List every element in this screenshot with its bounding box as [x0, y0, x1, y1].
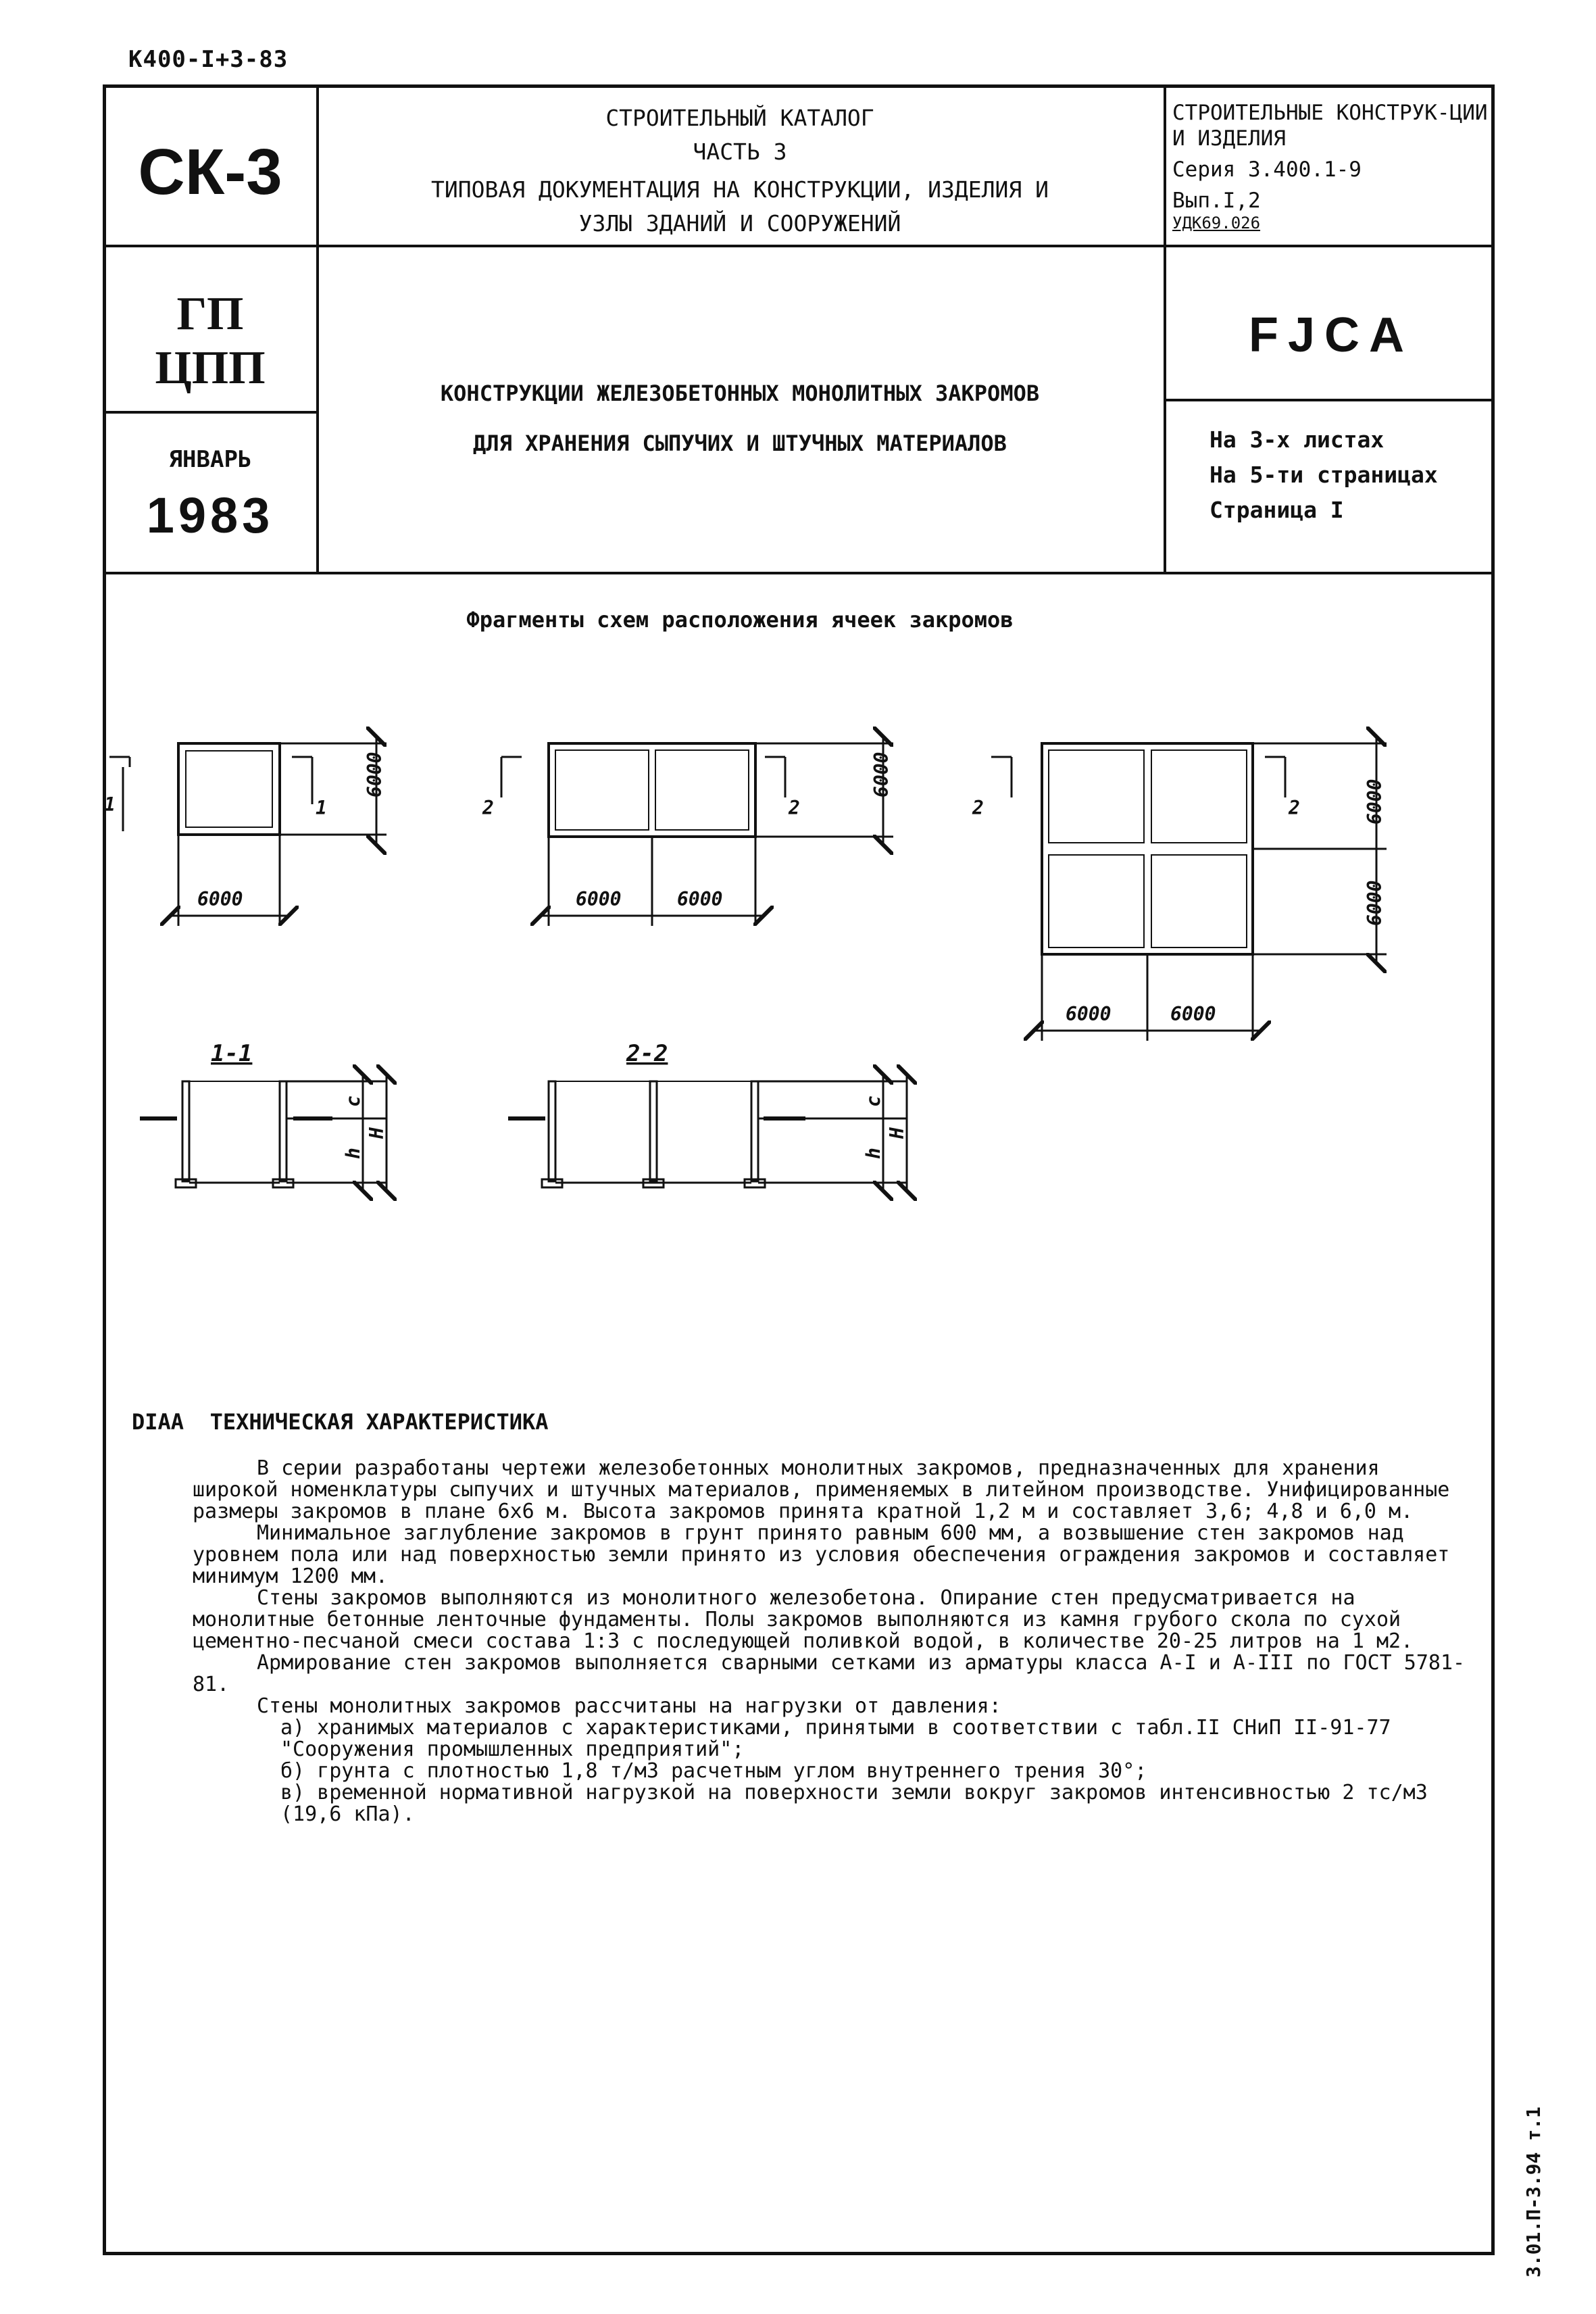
pages-count: На 5-ти страницах — [1210, 462, 1438, 488]
section-1-1 — [140, 1075, 386, 1191]
bin-layout-drawings — [103, 642, 1495, 1250]
paragraph: Стены закромов выполняются из монолитного железобетона. Опирание стен предусматривается на монолитные бетонные ленточные фундаменты. Полы закромов выполняются из камня грубого скола по сухой цементно-песчаной смеси состава 1:3 с последующей поливкой водой, в количестве 20-25 литров на 1 м2. — [193, 1586, 1414, 1653]
dim-plan2-y: 6000 — [870, 752, 893, 797]
label-c-2: c — [862, 1096, 884, 1107]
issue: Вып.I,2 — [1172, 189, 1261, 213]
dim-plan2-x1: 6000 — [576, 888, 622, 910]
org-line-2: ЦПП — [155, 342, 266, 394]
cut-mark-2-right: 2 — [789, 797, 800, 819]
catalog-line: ТИПОВАЯ ДОКУМЕНТАЦИЯ НА КОНСТРУКЦИИ, ИЗДЕЛИЯ И — [431, 176, 1049, 203]
sheet-info — [1210, 422, 1438, 528]
dim-plan3-y1: 6000 — [1364, 779, 1386, 824]
paragraph: Стены монолитных закромов рассчитаны на нагрузки от давления: — [257, 1694, 1001, 1718]
document-code-fjca: FJCA — [1248, 308, 1414, 362]
year: 1983 — [146, 487, 274, 543]
cut-mark-2-left: 2 — [482, 797, 494, 819]
paragraph: Армирование стен закромов выполняется сварными сетками из арматуры класса А-I и А-III по ГОСТ 5781-81. — [193, 1651, 1466, 1696]
dim-plan3-y2: 6000 — [1364, 880, 1386, 926]
section-label-2-2: 2-2 — [626, 1040, 668, 1067]
title-line-1: КОНСТРУКЦИИ ЖЕЛЕЗОБЕТОННЫХ МОНОЛИТНЫХ ЗАКРОМОВ — [440, 380, 1040, 406]
paragraph: В серии разработаны чертежи железобетонных монолитных закромов, предназначенных для хранения широкой номенклатуры сыпучих и штучных материалов, применяемых в литейном производстве. Унифицированные размеры закромов в плане 6х6 м. Высота закромов принята кратной 1,2 м и составляет 3,6; 4,8 и 6,0 м. — [193, 1456, 1450, 1523]
tech-description — [193, 1458, 1476, 1825]
catalog-code: СК-3 — [138, 136, 282, 208]
cut-mark-1-right: 1 — [316, 797, 327, 819]
list-item: в) временной нормативной нагрузкой на поверхности земли вокруг закромов интенсивностью 2 тс/м3 (19,6 кПа). — [280, 1781, 1428, 1826]
label-h-2: h — [862, 1148, 884, 1159]
heading-title: ТЕХНИЧЕСКАЯ ХАРАКТЕРИСТИКА — [209, 1409, 549, 1435]
organization — [103, 287, 318, 395]
catalog-title — [318, 101, 1162, 241]
section-label-1-1: 1-1 — [211, 1040, 253, 1067]
section-name: СТРОИТЕЛЬНЫЕ КОНСТРУК-ЦИИ И ИЗДЕЛИЯ — [1172, 101, 1488, 151]
plan-single-cell — [109, 737, 386, 926]
plan-four-cells — [991, 737, 1387, 1041]
divider — [1164, 84, 1166, 572]
catalog-line: СТРОИТЕЛЬНЫЙ КАТАЛОГ — [605, 105, 874, 131]
udk: УДК69.026 — [1172, 214, 1261, 232]
title-line-2: ДЛЯ ХРАНЕНИЯ СЫПУЧИХ И ШТУЧНЫХ МАТЕРИАЛОВ — [473, 430, 1007, 456]
catalog-line: УЗЛЫ ЗДАНИЙ И СООРУЖЕНИЙ — [578, 210, 901, 237]
sheets-count: На 3-х листах — [1210, 426, 1385, 453]
section-2-2 — [508, 1075, 907, 1191]
series-block — [1172, 100, 1490, 232]
series: Серия 3.400.1-9 — [1172, 157, 1362, 182]
paragraph: Минимальное заглубление закромов в грунт принято равным 600 мм, а возвышение стен закромов над уровнем пола или над поверхностью земли принято из условия обеспечения ограждения закромов и составляет минимум 1200 мм. — [193, 1521, 1450, 1588]
document-title — [318, 368, 1162, 468]
dim-plan1-y: 6000 — [364, 752, 386, 797]
label-c-1: c — [342, 1096, 364, 1107]
cut-mark-1-left: 1 — [104, 793, 116, 816]
heading-code: DIAA — [132, 1409, 184, 1435]
figures-caption: Фрагменты схем расположения ячеек закромов — [466, 607, 1014, 633]
catalog-line: ЧАСТЬ 3 — [693, 139, 787, 165]
document-code: К400-I+3-83 — [128, 46, 289, 73]
month: ЯНВАРЬ — [168, 446, 252, 473]
cut-mark-3-left: 2 — [972, 797, 984, 819]
org-line-1: ГП — [176, 288, 244, 340]
side-stamp: 3.01.П-3.94 т.1 — [1522, 2107, 1545, 2278]
label-H-1: H — [366, 1127, 388, 1139]
tech-heading — [132, 1409, 549, 1435]
list-item: а) хранимых материалов с характеристиками, принятыми в соответствии с табл.II СНиП II-91-77 "Сооружения промышленных предприятий"; — [280, 1716, 1391, 1761]
label-H-2: H — [886, 1127, 908, 1139]
dim-plan3-x1: 6000 — [1066, 1003, 1112, 1025]
divider — [103, 411, 318, 414]
list-item: б) грунта с плотностью 1,8 т/м3 расчетным углом внутреннего трения 30°; — [280, 1759, 1147, 1783]
divider — [1165, 399, 1495, 401]
dim-plan1-x: 6000 — [197, 888, 243, 910]
divider — [103, 245, 1495, 247]
page-number: Страница I — [1210, 497, 1344, 523]
divider — [103, 572, 1495, 574]
dim-plan3-x2: 6000 — [1170, 1003, 1216, 1025]
cut-mark-3-right: 2 — [1289, 797, 1300, 819]
label-h-1: h — [342, 1148, 364, 1159]
dim-plan2-x2: 6000 — [677, 888, 723, 910]
